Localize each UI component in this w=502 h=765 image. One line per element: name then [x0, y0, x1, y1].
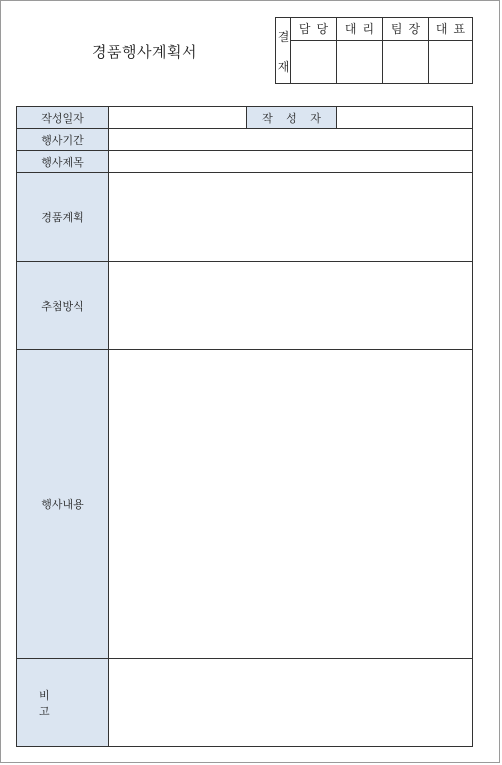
approval-label-column: [276, 18, 291, 83]
approval-header-team-leader: 팀장: [383, 18, 428, 41]
approval-label-bottom: 재: [277, 60, 290, 74]
event-plan-form: [16, 106, 473, 747]
writer-field[interactable]: [337, 107, 472, 128]
writer-label: 작 성 자: [246, 107, 337, 128]
approval-column-team-leader: [383, 18, 429, 83]
row-event-title: [17, 151, 472, 173]
draw-method-label: 추첨방식: [17, 262, 109, 349]
approval-column-assistant-manager: [337, 18, 383, 83]
document-title: 경품행사계획서: [92, 43, 197, 61]
approval-box: [275, 17, 473, 84]
row-period: [17, 129, 472, 151]
approval-sign-ceo[interactable]: [429, 41, 472, 83]
event-title-field[interactable]: [109, 151, 472, 172]
remarks-label-text: 비 고: [39, 688, 72, 718]
event-content-label: 행사내용: [17, 350, 109, 658]
approval-sign-assistant-manager[interactable]: [337, 41, 382, 83]
approval-column-staff: [291, 18, 337, 83]
prize-plan-field[interactable]: [109, 173, 472, 261]
row-event-content: [17, 350, 472, 659]
draw-method-field[interactable]: [109, 262, 472, 349]
event-title-label: 행사제목: [17, 151, 109, 172]
approval-header-ceo: 대표: [429, 18, 472, 41]
period-label: 행사기간: [17, 129, 109, 150]
written-date-label: 작성일자: [17, 107, 109, 128]
remarks-label: [17, 659, 109, 746]
approval-column-ceo: [429, 18, 472, 83]
row-draw-method: [17, 262, 472, 350]
approval-sign-staff[interactable]: [291, 41, 336, 83]
approval-header-assistant-manager: 대리: [337, 18, 382, 41]
approval-header-staff: 담당: [291, 18, 336, 41]
row-written-date: [17, 107, 472, 129]
row-prize-plan: [17, 173, 472, 262]
approval-label-top: 결: [277, 30, 290, 44]
prize-plan-label: 경품계획: [17, 173, 109, 261]
period-field[interactable]: [109, 129, 472, 150]
approval-sign-team-leader[interactable]: [383, 41, 428, 83]
event-content-field[interactable]: [109, 350, 472, 658]
row-remarks: [17, 659, 472, 746]
remarks-field[interactable]: [109, 659, 472, 746]
written-date-field[interactable]: [109, 107, 247, 128]
